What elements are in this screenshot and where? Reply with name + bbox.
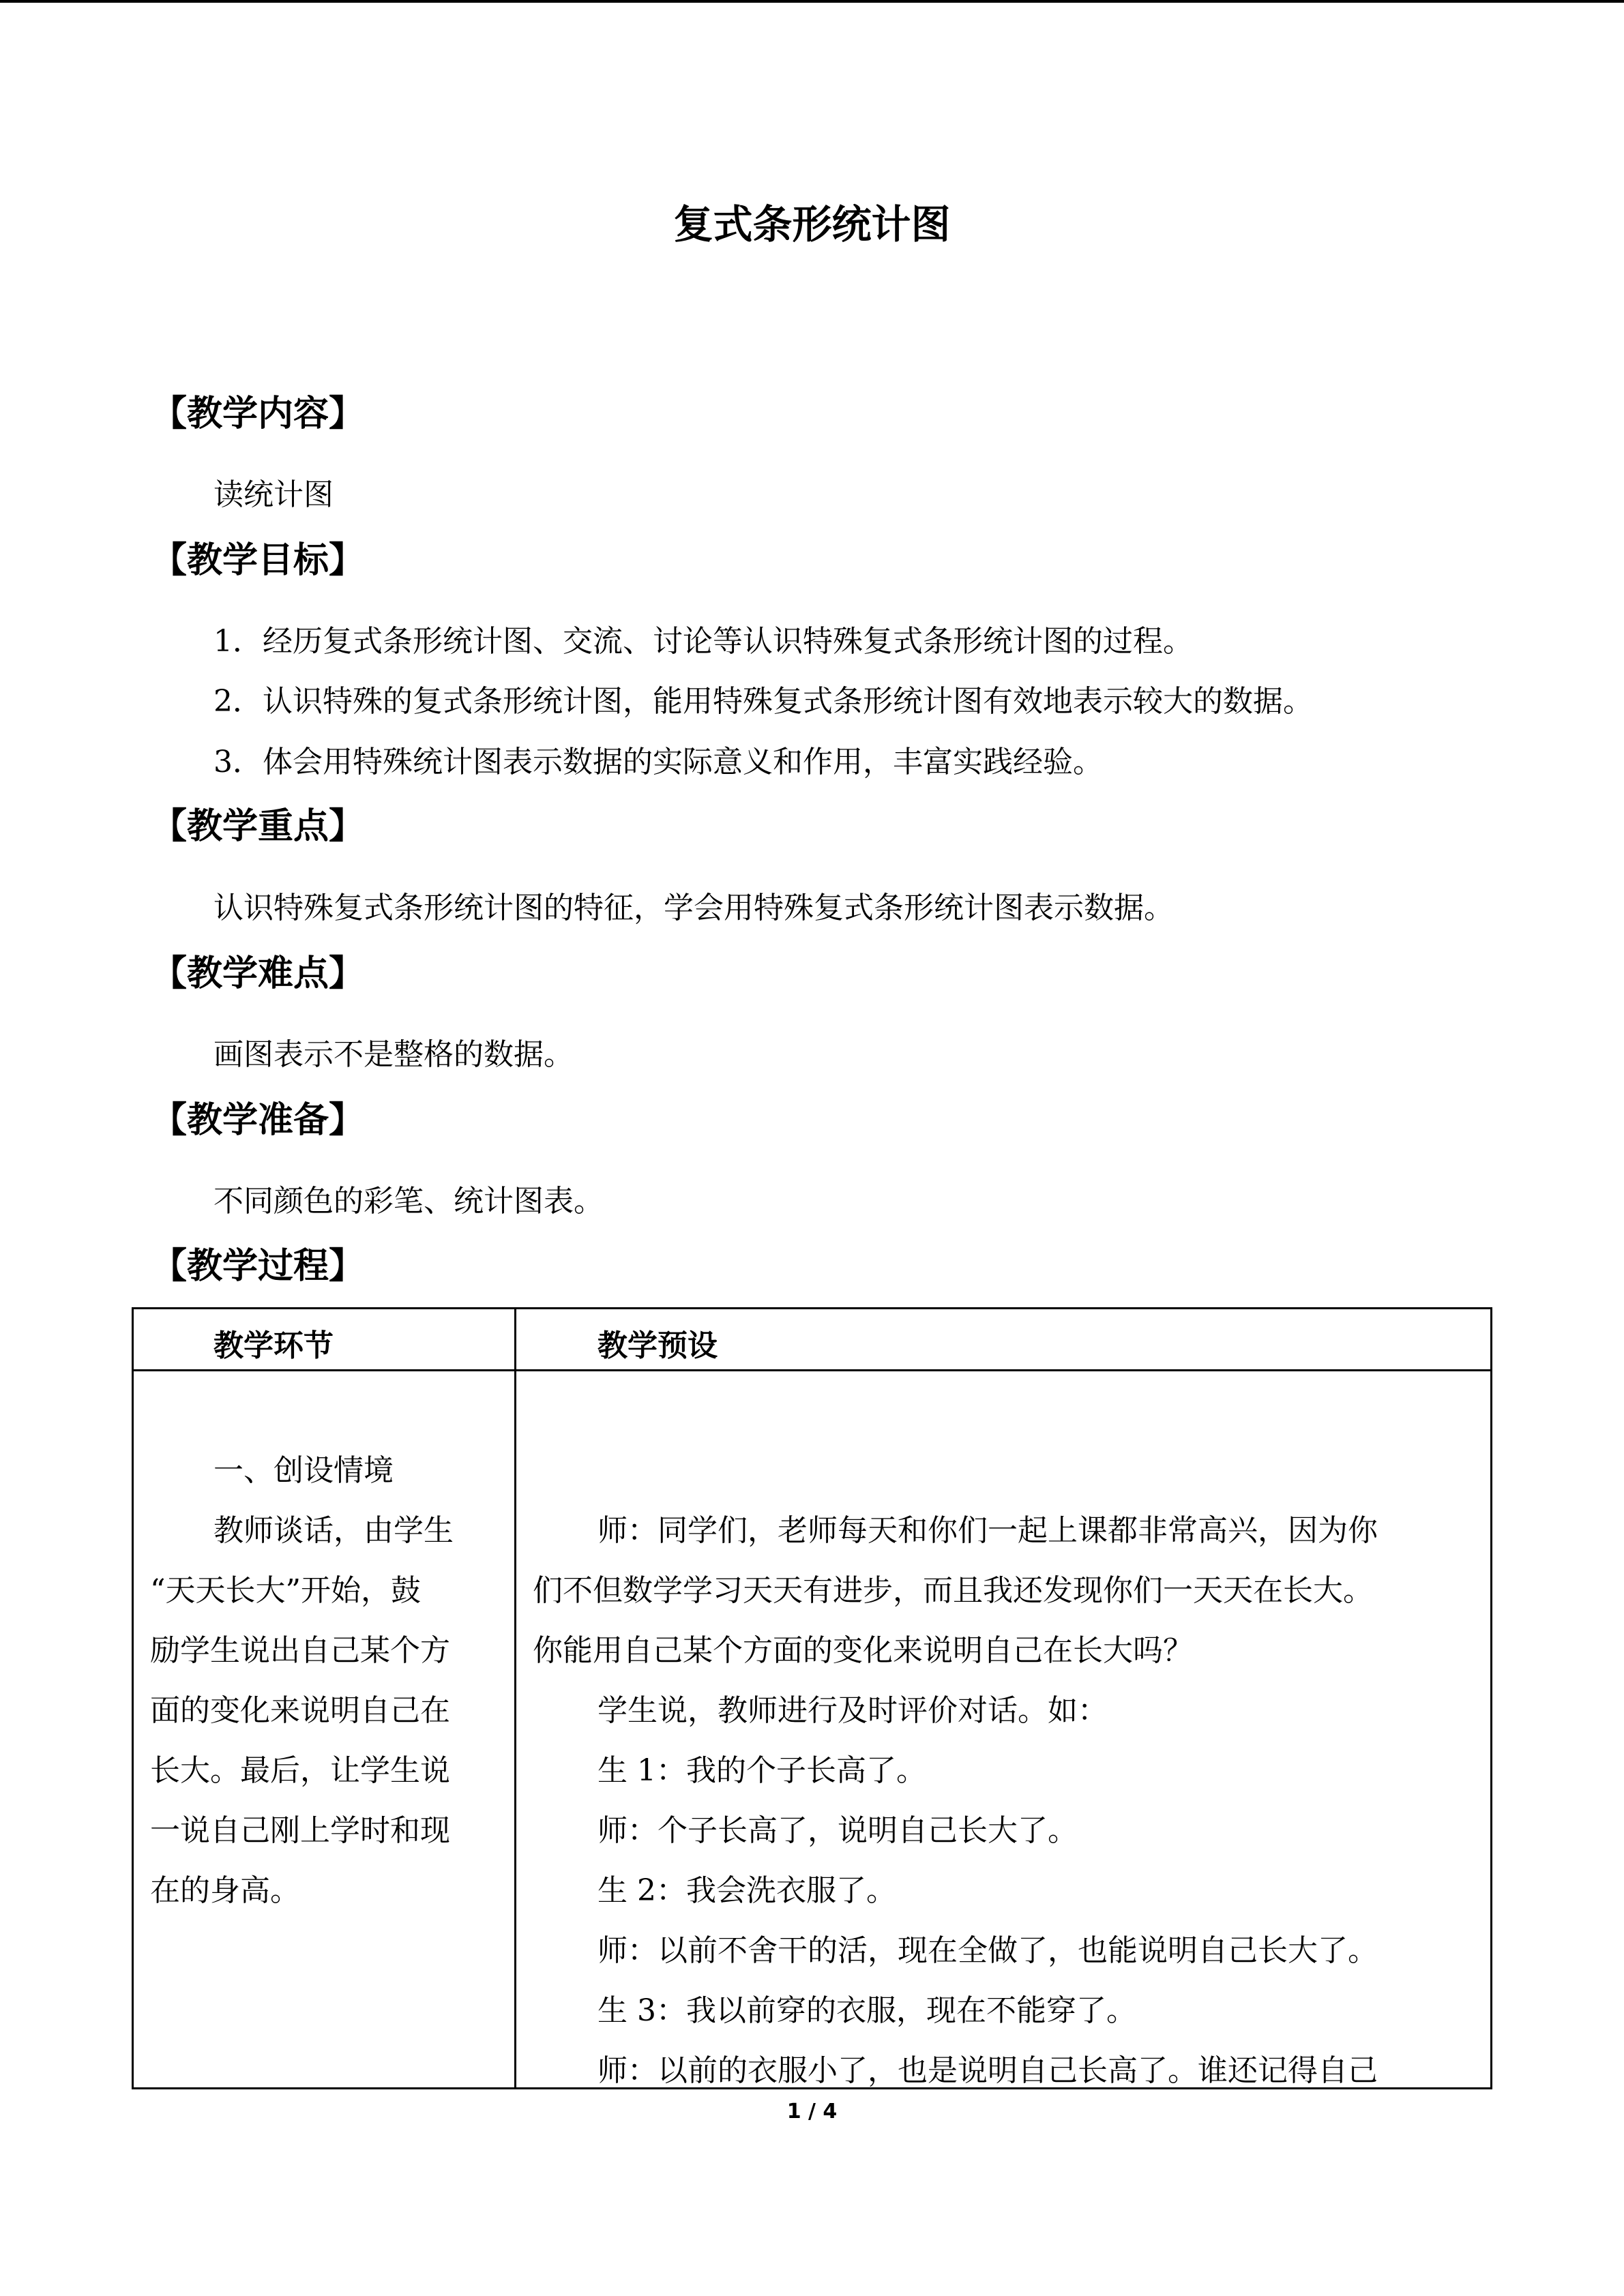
- plan-line: 学生说，教师进行及时评价对话。如：: [597, 1693, 1108, 1728]
- objective-item-2: 2．认识特殊的复式条形统计图，能用特殊复式条形统计图有效地表示较大的数据。: [213, 684, 1313, 719]
- process-table: [132, 1307, 1492, 2089]
- section-heading-objectives: 【教学目标】: [151, 539, 365, 581]
- plan-line: 师：以前的衣服小了，也是说明自己长高了。谁还记得自己: [597, 2053, 1378, 2088]
- section-heading-content: 【教学内容】: [151, 393, 365, 434]
- objective-item-1: 1．经历复式条形统计图、交流、讨论等认识特殊复式条形统计图的过程。: [213, 624, 1193, 659]
- table-header-divider: [134, 1369, 1490, 1371]
- stage-line: 一说自己刚上学时和现: [150, 1813, 450, 1848]
- plan-line: 生 1：我的个子长高了。: [597, 1753, 926, 1788]
- stage-line: 教师谈话，由学生: [213, 1513, 454, 1548]
- plan-line: 师：以前不舍干的活，现在全做了，也能说明自己长大了。: [597, 1933, 1378, 1968]
- objective-item-3: 3．体会用特殊统计图表示数据的实际意义和作用，丰富实践经验。: [213, 745, 1103, 779]
- stage-line: 励学生说出自己某个方: [150, 1633, 450, 1668]
- difficulties-text: 画图表示不是整格的数据。: [213, 1037, 574, 1072]
- plan-line: 你能用自己某个方面的变化来说明自己在长大吗？: [533, 1633, 1193, 1668]
- table-header-stage: 教学环节: [213, 1328, 334, 1363]
- stage-line: 面的变化来说明自己在: [150, 1693, 450, 1728]
- plan-line: 师：个子长高了，说明自己长大了。: [597, 1813, 1078, 1848]
- stage-line: “天天长大”开始，鼓: [150, 1573, 421, 1608]
- plan-line: 师：同学们，老师每天和你们一起上课都非常高兴，因为你: [597, 1513, 1378, 1548]
- section-heading-key-points: 【教学重点】: [151, 805, 365, 847]
- section-heading-preparation: 【教学准备】: [151, 1099, 365, 1141]
- stage-line: 长大。最后，让学生说: [150, 1753, 450, 1788]
- content-text: 读统计图: [213, 477, 334, 512]
- stage-line: 在的身高。: [150, 1873, 300, 1908]
- section-heading-difficulties: 【教学难点】: [151, 953, 365, 994]
- preparation-text: 不同颜色的彩笔、统计图表。: [213, 1184, 604, 1219]
- table-column-divider: [514, 1309, 516, 2087]
- plan-line: 生 3：我以前穿的衣服，现在不能穿了。: [597, 1993, 1136, 2028]
- plan-line: 生 2：我会洗衣服了。: [597, 1873, 896, 1908]
- top-border-line: [0, 0, 1624, 3]
- document-title: 复式条形统计图: [673, 201, 951, 248]
- key-points-text: 认识特殊复式条形统计图的特征，学会用特殊复式条形统计图表示数据。: [213, 891, 1174, 925]
- page-number: 1 / 4: [786, 2100, 838, 2123]
- section-heading-process: 【教学过程】: [151, 1245, 365, 1287]
- stage-line: 一、创设情境: [213, 1453, 394, 1488]
- table-header-plan: 教学预设: [597, 1328, 718, 1363]
- plan-line: 们不但数学学习天天有进步，而且我还发现你们一天天在长大。: [533, 1573, 1373, 1608]
